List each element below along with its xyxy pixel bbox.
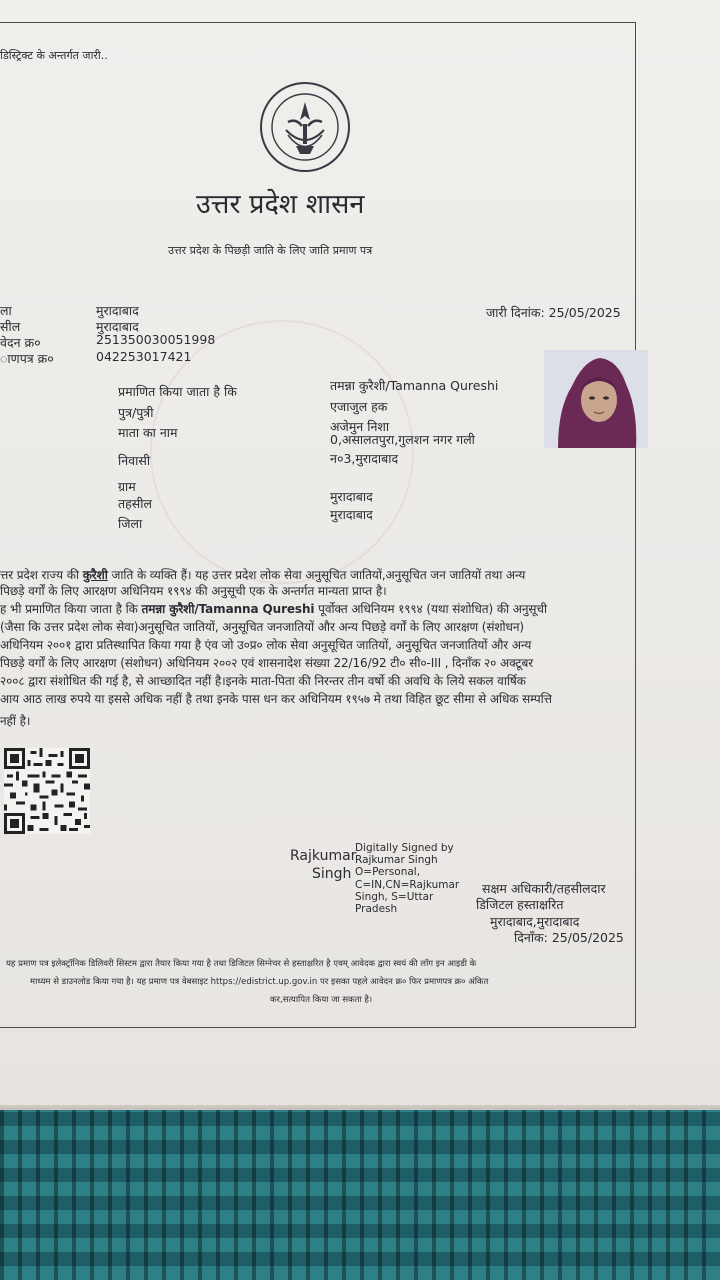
footer-line-3: कर,सत्यापित किया जा सकता है। [270,995,373,1005]
mother-name: अजेमुन निशा [330,419,390,434]
digital-signature-details: Digitally Signed by Rajkumar Singh O=Personal, C=IN,CN=Rajkumar Singh, S=Uttar Pradesh [355,842,460,916]
officer-date: दिनाँक: 25/05/2025 [514,930,624,945]
resident-label: निवासी [118,453,151,468]
body-line-7: २००८ द्वारा संशोधित की गई है, से आच्छादित नहीं है।इनके माता-पिता की निरन्तर तीन वर्षो की अवधि के लिये सकल वार्षिक [0,674,526,688]
officer-location: मुरादाबाद,मुरादाबाद [490,914,580,929]
district-note: डिस्ट्रिक्ट के अन्तर्गत जारी.. [0,49,108,62]
body-line-9: नहीं है। [0,714,31,728]
application-number: 251350030051998 [96,332,216,347]
body-line-8: आय आठ लाख रुपये या इससे अधिक नहीं है तथा इनके पास धन कर अधिनियम १९५७ मे तथा विहित छूट सीमा से अधिक सम्पत्ति [0,692,552,706]
certify-label: प्रमाणित किया जाता है कि [118,384,237,399]
tehsil-label: सील [0,319,21,334]
tehsil-value: मुरादाबाद [96,319,139,334]
tehsil2-label: तहसील [118,496,152,511]
footer-line-2: माध्यम से डाउनलोड किया गया है। यह प्रमाण पत्र वेबसाइट https://edistrict.up.gov.in पर इसका पहले आवेदन क्र० फिर प्रमाणपत्र क्र० अंकित [30,977,489,987]
tehsil2-value: मुरादाबाद [330,489,373,504]
body-line-2: पिछड़े वर्गों के लिए आरक्षण अधिनियम १९९४ की अनुसूची एक के अन्तर्गत मान्यता प्राप्त है। [0,584,387,598]
caste-name: कुरैशी [82,568,108,582]
father-name: एजाजुल हक [330,399,388,414]
government-title: उत्तर प्रदेश शासन [196,189,365,220]
digitally-signed-hindi: डिजिटल हस्ताक्षरित [476,897,564,912]
up-government-emblem [258,80,352,174]
carpet-background [0,1110,720,1280]
signer-name-line-1: Rajkumar [290,848,357,864]
address-line-2: न०3,मुरादाबाद [330,451,399,466]
applicant-name: तमन्ना कुरैशी/Tamanna Qureshi [330,378,499,393]
qr-code [4,748,90,834]
footer-line-1: यह प्रमाण पत्र इलेक्ट्रॉनिक डिलिवरी सिस्टम द्वारा तैयार किया गया है तथा डिजिटल सिग्नेचर से हस्ताक्षरित है एवम् आवेदक द्वारा स्वयं की लॉग इन आइडी के [6,959,477,969]
district2-label: जिला [118,516,143,531]
district2-value: मुरादाबाद [330,507,373,522]
officer-designation: सक्षम अधिकारी/तहसीलदार [482,881,606,896]
application-label: वेदन क्र० [0,335,41,350]
issue-date: जारी दिनांक: 25/05/2025 [486,305,621,320]
body-line-6: पिछड़े वर्गों के लिए आरक्षण (संशोधन) अधिनियम २००२ एवं शासनादेश संख्या 22/16/92 टी० सी०-III , दिनाँक २० अक्टूबर [0,656,534,670]
signer-name-line-2: Singh [312,866,352,882]
address-line-1: 0,असालतपुरा,गुलशन नगर गली [330,432,475,447]
body-line-4: (जैसा कि उत्तर प्रदेश लोक सेवा)अनुसूचित जातियों, अनुसूचित जनजातियों और अन्य पिछड़े वर्गों के लिए आरक्षण (संशोधन) [0,620,524,634]
mother-label: माता का नाम [118,425,178,440]
district-label: ला [0,303,12,318]
body-line-3: ह भी प्रमाणित किया जाता है कि तमन्ना कुरैशी/Tamanna Qureshi पूर्वोक्त अधिनियम १९९४ (यथा संशोधित) की अनुसूची [0,602,548,616]
body-line-1: त्तर प्रदेश राज्य की कुरैशी जाति के व्यक्ति हैं। यह उत्तर प्रदेश लोक सेवा अनुसूचित जातियों,अनुसूचित जन जातियों तथा अन्य [0,568,526,582]
certificate-number: 042253017421 [96,349,192,364]
applicant-photo [544,350,648,448]
son-daughter-label: पुत्र/पुत्री [118,405,154,420]
district-value: मुरादाबाद [96,303,139,318]
village-label: ग्राम [118,479,136,494]
certificate-title: उत्तर प्रदेश के पिछड़ी जाति के लिए जाति प्रमाण पत्र [168,244,373,257]
body-line-5: अधिनियम २००१ द्वारा प्रतिस्थापित किया गया है एंव जो उ०प्र० लोक सेवा अनुसूचित जातियों, अनुसूचित जनजातियों और अन्य [0,638,532,652]
certificate-number-label: ाणपत्र क्र० [0,351,54,366]
